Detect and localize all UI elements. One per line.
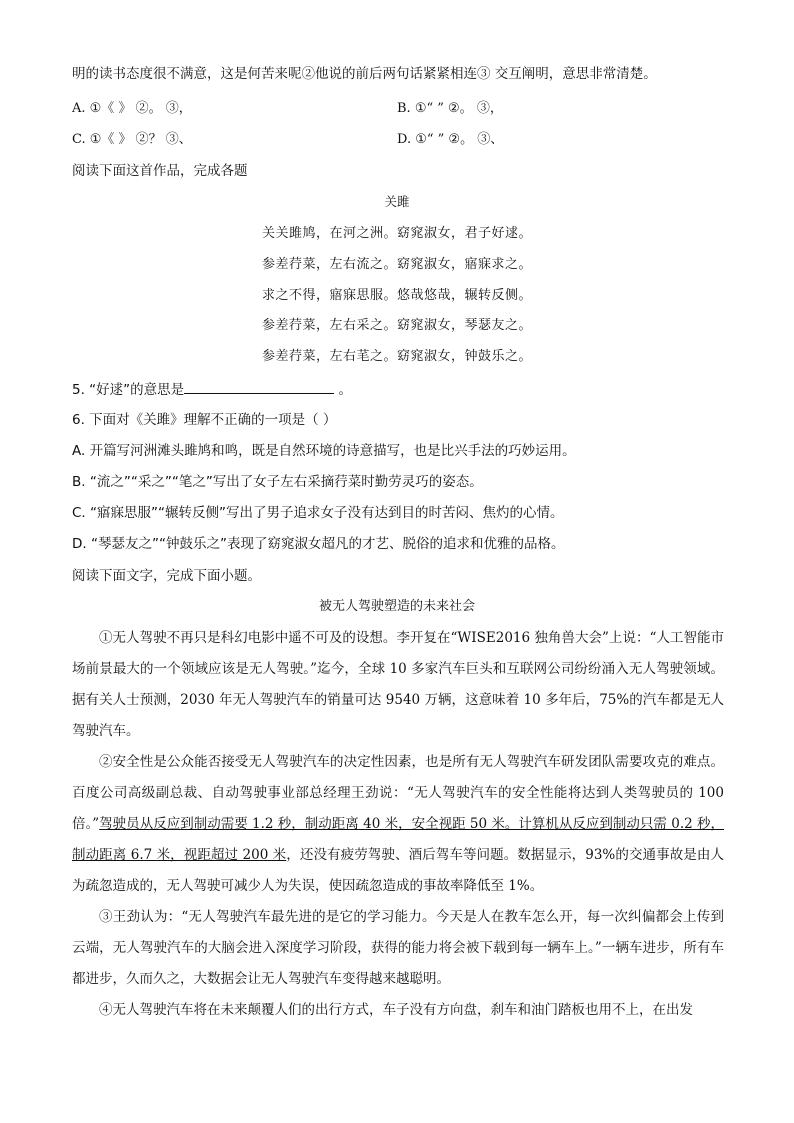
question-6-option-b: B. “流之”“采之”“笔之”写出了女子左右采摘荇菜时勤劳灵巧的姿态。: [72, 474, 483, 490]
poem-line: 求之不得，寤寐思服。悠哉悠哉，辗转反侧。: [261, 288, 532, 303]
answer-blank[interactable]: [184, 379, 334, 394]
article-paragraph-2: [72, 747, 724, 902]
article-body: [72, 623, 724, 1026]
question-6-option-c: C. “寤寐思服”“辗转反侧”写出了男子追求女子没有达到目的时苦闷、焦灼的心情。: [72, 505, 564, 521]
question-5-prefix: 5. “好逑”的意思是: [72, 382, 185, 398]
question-5: [72, 379, 352, 400]
article-title: 被无人驾驶塑造的未来社会: [318, 599, 475, 614]
question-6-option-a: A. 开篇写河洲滩头雎鸠和鸣，既是自然环境的诗意描写，也是比兴手法的巧妙运用。: [72, 443, 576, 459]
question-6-stem: 6. 下面对《关雎》理解不正确的一项是（ ）: [72, 412, 337, 428]
article-instruction: 阅读下面文字，完成下面小题。: [72, 568, 261, 584]
paragraph-2-text: ②安全性是公众能否接受无人驾驶汽车的决定性因素，也是所有无人驾驶汽车研发团队需要攻克的难点。百度公司高级副总裁、自动驾驶事业部总经理王劲说：“无人驾驶汽车的安全性能将达到人类驾驶员的 100 倍。”: [72, 754, 724, 832]
article-paragraph-4: ④无人驾驶汽车将在未来颠覆人们的出行方式，车子没有方向盘，刹车和油门踏板也用不上，在出发: [99, 1002, 693, 1018]
poem-line: 参差荇菜，左右流之。窈窕淑女，寤寐求之。: [261, 257, 532, 272]
q4-option-a: A. ①《 》 ②。 ③，: [72, 101, 192, 116]
question-5-suffix: 。: [338, 382, 352, 398]
paragraph-2-text-end: ，还没有疲劳驾驶、酒后驾车等问题。数据显示，93%的交通事故是由人为疏忽造成的，无人驾驶可减少人为失误，使因疏忽造成的事故率降低至 1%。: [72, 847, 724, 894]
poem-line: 参差荇菜，左右采之。窈窕淑女，琴瑟友之。: [261, 318, 532, 333]
article-paragraph-3: ③王劲认为：“无人驾驶汽车最先进的是它的学习能力。今天是人在教车怎么开，每一次纠偏都会上传到云端，无人驾驶汽车的大脑会进入深度学习阶段，获得的能力将会被下载到每一辆车上。”一辆车进步，所有车都进步，久而久之，大数据会让无人驾驶汽车变得越来越聪明。: [72, 909, 724, 987]
poem-instruction: 阅读下面这首作品，完成各题: [72, 163, 248, 179]
q4-option-d: D. ①“ ” ②。 ③、: [397, 132, 504, 147]
poem-line: 关关雎鸠，在河之洲。窈窕淑女，君子好逑。: [261, 226, 532, 241]
poem-title: 关雎: [384, 194, 410, 209]
question-6-option-d: D. “琴瑟友之”“钟鼓乐之”表现了窈窕淑女超凡的才艺、脱俗的追求和优雅的品格。: [72, 536, 565, 552]
underlined-passage: 驾驶员从反应到制动需要 1.2 秒，制动距离 40 米，安全视距 50 米。计算机从反应到制动只需 0.2 秒，制动距离 6.7 米，视距超过 200 米: [72, 816, 725, 863]
q4-option-b: B. ①“ ” ②。 ③，: [397, 101, 503, 116]
q4-option-c: C. ①《 》 ②？ ③、: [72, 132, 192, 147]
article-paragraph-1: ①无人驾驶不再只是科幻电影中遥不可及的设想。李开复在“WISE2016 独角兽大会”上说：“人工智能市场前景最大的一个领域应该是无人驾驶。”迄今，全球 10 多家汽车巨头和互联网公司纷纷涌入无人驾驶领域。据有关人士预测，2030 年无人驾驶汽车的销量可达 9540 万辆，这意味着 10 多年后，75%的汽车都是无人驾驶汽车。: [72, 630, 724, 739]
poem-line: 参差荇菜，左右芼之。窈窕淑女，钟鼓乐之。: [261, 349, 532, 364]
q4-continued-text: 明的读书态度很不满意，这是何苦来呢②他说的前后两句话紧紧相连③ 交互阐明，意思非常清楚。: [72, 66, 657, 82]
